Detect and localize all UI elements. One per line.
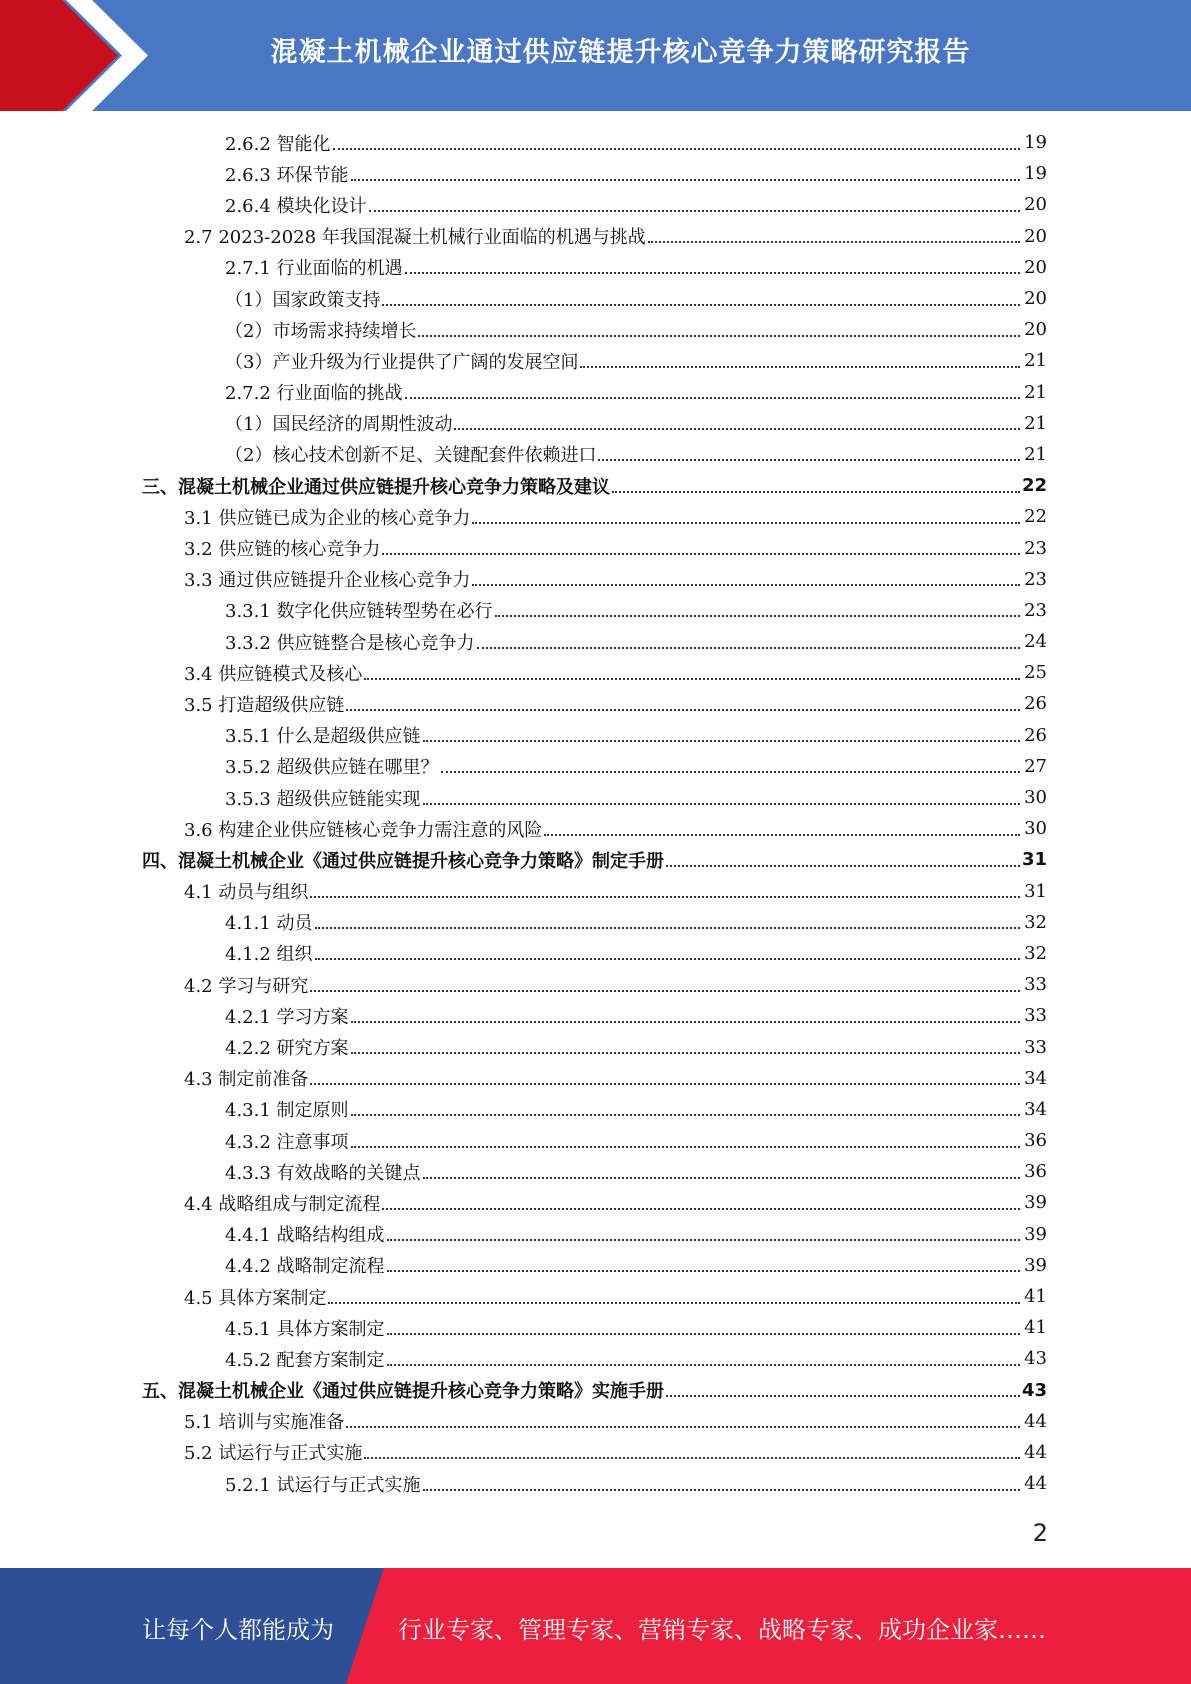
toc-dot-leader: [612, 491, 1020, 493]
toc-dot-leader: [454, 428, 1020, 430]
toc-entry-page: 32: [1024, 942, 1047, 964]
toc-entry-label: 4.1.2 组织: [225, 944, 313, 966]
toc-entry-label: 4.3.1 制定原则: [225, 1100, 349, 1122]
toc-entry[interactable]: [0, 439, 1191, 470]
toc-dot-leader: [387, 1364, 1020, 1366]
toc-entry-label: 3.6 构建企业供应链核心竞争力需注意的风险: [184, 819, 543, 841]
toc-entry-page: 43: [1022, 1379, 1048, 1401]
toc-dot-leader: [351, 1052, 1020, 1054]
toc-dot-leader: [423, 1177, 1020, 1179]
toc-entry[interactable]: [0, 844, 1191, 875]
toc-dot-leader: [310, 990, 1020, 992]
toc-dot-leader: [333, 148, 1020, 150]
toc-dot-leader: [364, 1457, 1020, 1459]
toc-entry-page: 20: [1024, 288, 1047, 310]
toc-entry-label: 4.5 具体方案制定: [184, 1287, 327, 1309]
toc-entry[interactable]: [0, 1343, 1191, 1374]
toc-entry[interactable]: [0, 626, 1191, 657]
toc-entry-page: 21: [1024, 412, 1047, 434]
toc-dot-leader: [405, 272, 1020, 274]
toc-entry-label: （2）市场需求持续增长: [225, 320, 417, 342]
toc-entry[interactable]: [0, 876, 1191, 907]
toc-entry-page: 34: [1024, 1067, 1047, 1089]
toc-entry-page: 25: [1024, 662, 1047, 684]
toc-dot-leader: [441, 771, 1020, 773]
toc-entry-page: 20: [1024, 194, 1047, 216]
toc-entry-label: 3.3 通过供应链提升企业核心竞争力: [184, 570, 471, 592]
toc-entry[interactable]: [0, 657, 1191, 688]
toc-entry[interactable]: [0, 408, 1191, 439]
toc-entry-label: 2.7 2023-2028 年我国混凝土机械行业面临的机遇与挑战: [184, 227, 646, 249]
toc-entry-page: 39: [1024, 1223, 1047, 1245]
toc-dot-leader: [310, 896, 1020, 898]
toc-entry[interactable]: [0, 907, 1191, 938]
toc-dot-leader: [387, 1270, 1020, 1272]
toc-entry-label: 4.1 动员与组织: [184, 882, 309, 904]
toc-entry-label: 3.5.2 超级供应链在哪里？: [225, 757, 439, 779]
toc-entry-page: 21: [1024, 443, 1047, 465]
toc-entry[interactable]: [0, 595, 1191, 626]
toc-dot-leader: [328, 1302, 1020, 1304]
toc-entry-page: 41: [1024, 1317, 1047, 1339]
toc-entry-label: 3.4 供应链模式及核心: [184, 663, 363, 685]
toc-dot-leader: [598, 459, 1020, 461]
toc-entry-page: 44: [1024, 1473, 1047, 1495]
toc-dot-leader: [648, 241, 1020, 243]
toc-entry[interactable]: [0, 314, 1191, 345]
toc-dot-leader: [666, 1395, 1020, 1397]
toc-entry-label: 3.1 供应链已成为企业的核心竞争力: [184, 507, 471, 529]
toc-entry[interactable]: [0, 221, 1191, 252]
toc-entry[interactable]: [0, 1156, 1191, 1187]
toc-entry[interactable]: [0, 1063, 1191, 1094]
toc-dot-leader: [310, 1083, 1020, 1085]
toc-entry-label: 4.1.1 动员: [225, 913, 313, 935]
toc-entry[interactable]: [0, 1406, 1191, 1437]
toc-entry[interactable]: [0, 720, 1191, 751]
toc-dot-leader: [423, 740, 1020, 742]
toc-entry[interactable]: [0, 751, 1191, 782]
toc-entry-label: 五、混凝土机械企业《通过供应链提升核心竞争力策略》实施手册: [142, 1381, 664, 1403]
footer-slogan-left: 让每个人都能成为: [142, 1616, 334, 1644]
toc-entry-page: 27: [1024, 755, 1047, 777]
toc-dot-leader: [472, 584, 1020, 586]
toc-entry-page: 34: [1024, 1098, 1047, 1120]
toc-entry-page: 23: [1024, 599, 1047, 621]
toc-entry-page: 23: [1024, 537, 1047, 559]
toc-entry-label: 4.4.2 战略制定流程: [225, 1256, 385, 1278]
toc-entry[interactable]: [0, 1125, 1191, 1156]
toc-entry-page: 39: [1024, 1254, 1047, 1276]
toc-dot-leader: [369, 210, 1020, 212]
toc-dot-leader: [351, 1146, 1020, 1148]
toc-entry[interactable]: [0, 1187, 1191, 1218]
toc-entry[interactable]: [0, 782, 1191, 813]
toc-entry[interactable]: [0, 1250, 1191, 1281]
toc-dot-leader: [423, 803, 1020, 805]
toc-entry-label: 5.1 培训与实施准备: [184, 1412, 345, 1434]
toc-dot-leader: [364, 678, 1020, 680]
toc-entry[interactable]: [0, 564, 1191, 595]
toc-entry-label: 4.3 制定前准备: [184, 1069, 309, 1091]
toc-entry-page: 33: [1024, 1036, 1047, 1058]
toc-entry-page: 20: [1024, 319, 1047, 341]
toc-entry-page: 36: [1024, 1161, 1047, 1183]
toc-entry-label: 4.4.1 战略结构组成: [225, 1225, 385, 1247]
toc-entry-label: 4.2.2 研究方案: [225, 1038, 349, 1060]
toc-entry[interactable]: [0, 1437, 1191, 1468]
toc-entry[interactable]: [0, 158, 1191, 189]
toc-entry-page: 30: [1024, 787, 1047, 809]
toc-dot-leader: [477, 647, 1020, 649]
toc-entry-page: 44: [1024, 1410, 1047, 1432]
toc-entry-label: 5.2.1 试运行与正式实施: [225, 1474, 421, 1496]
toc-entry-label: 4.2 学习与研究: [184, 975, 309, 997]
toc-entry[interactable]: [0, 1468, 1191, 1499]
toc-entry-label: 2.6.2 智能化: [225, 133, 331, 155]
toc-entry-label: 2.7.2 行业面临的挑战: [225, 383, 403, 405]
toc-entry-page: 36: [1024, 1130, 1047, 1152]
toc-dot-leader: [382, 304, 1020, 306]
toc-entry[interactable]: [0, 189, 1191, 220]
toc-entry-label: 2.6.4 模块化设计: [225, 195, 367, 217]
toc-entry-page: 31: [1022, 849, 1048, 871]
toc-dot-leader: [346, 709, 1020, 711]
page-footer: [0, 1568, 1191, 1684]
toc-dot-leader: [346, 1426, 1020, 1428]
toc-dot-leader: [472, 522, 1020, 524]
toc-entry-label: 3.3.1 数字化供应链转型势在必行: [225, 601, 493, 623]
toc-entry-page: 21: [1024, 381, 1047, 403]
toc-dot-leader: [495, 615, 1020, 617]
toc-entry-page: 39: [1024, 1192, 1047, 1214]
toc-entry-label: 2.7.1 行业面临的机遇: [225, 258, 403, 280]
toc-entry[interactable]: [0, 1375, 1191, 1406]
toc-entry-label: （1）国家政策支持: [225, 289, 381, 311]
toc-dot-leader: [351, 1114, 1020, 1116]
toc-dot-leader: [423, 1489, 1020, 1491]
toc-entry-page: 19: [1024, 163, 1047, 185]
toc-entry-label: 三、混凝土机械企业通过供应链提升核心竞争力策略及建议: [142, 476, 610, 498]
toc-dot-leader: [544, 834, 1020, 836]
toc-entry-page: 31: [1024, 880, 1047, 902]
toc-entry-page: 20: [1024, 256, 1047, 278]
toc-entry-page: 33: [1024, 1005, 1047, 1027]
toc-entry[interactable]: [0, 1000, 1191, 1031]
toc-entry-label: 2.6.3 环保节能: [225, 164, 349, 186]
toc-entry[interactable]: [0, 283, 1191, 314]
page-header: [0, 0, 1191, 111]
toc-dot-leader: [405, 397, 1020, 399]
toc-entry-label: （3）产业升级为行业提供了广阔的发展空间: [225, 351, 579, 373]
toc-entry-page: 21: [1024, 350, 1047, 372]
toc-entry[interactable]: [0, 1281, 1191, 1312]
page-number: 2: [1032, 1519, 1048, 1547]
toc-dot-leader: [382, 1208, 1020, 1210]
toc-entry-page: 32: [1024, 911, 1047, 933]
toc-entry[interactable]: [0, 127, 1191, 158]
toc-entry-label: 3.5 打造超级供应链: [184, 694, 345, 716]
toc-entry-page: 33: [1024, 974, 1047, 996]
toc-entry-page: 41: [1024, 1286, 1047, 1308]
footer-slogan-right: 行业专家、管理专家、营销专家、战略专家、成功企业家……: [398, 1616, 1046, 1644]
toc-entry-page: 30: [1024, 818, 1047, 840]
toc-entry[interactable]: [0, 813, 1191, 844]
toc-entry-label: 3.2 供应链的核心竞争力: [184, 539, 381, 561]
toc-entry[interactable]: [0, 252, 1191, 283]
toc-dot-leader: [418, 335, 1020, 337]
toc-entry[interactable]: [0, 688, 1191, 719]
toc-entry-page: 26: [1024, 693, 1047, 715]
toc-dot-leader: [580, 366, 1020, 368]
toc-dot-leader: [351, 179, 1020, 181]
toc-entry-label: 4.4 战略组成与制定流程: [184, 1193, 381, 1215]
toc-entry-label: 4.3.2 注意事项: [225, 1131, 349, 1153]
toc-entry-label: 4.5.1 具体方案制定: [225, 1318, 385, 1340]
toc-dot-leader: [382, 553, 1020, 555]
toc-dot-leader: [315, 927, 1020, 929]
toc-entry-label: 四、混凝土机械企业《通过供应链提升核心竞争力策略》制定手册: [142, 850, 664, 872]
toc-entry-label: 3.5.1 什么是超级供应链: [225, 726, 421, 748]
toc-dot-leader: [315, 958, 1020, 960]
toc-entry[interactable]: [0, 501, 1191, 532]
toc-entry-label: 3.5.3 超级供应链能实现: [225, 788, 421, 810]
toc-entry-label: 5.2 试运行与正式实施: [184, 1443, 363, 1465]
toc-entry-page: 20: [1024, 225, 1047, 247]
toc-entry-label: 4.2.1 学习方案: [225, 1006, 349, 1028]
toc-entry-page: 43: [1024, 1348, 1047, 1370]
toc-entry-label: 4.5.2 配套方案制定: [225, 1349, 385, 1371]
toc-entry[interactable]: [0, 969, 1191, 1000]
toc-dot-leader: [351, 1021, 1020, 1023]
toc-entry-page: 44: [1024, 1441, 1047, 1463]
toc-entry-page: 23: [1024, 568, 1047, 590]
report-title: 混凝土机械企业通过供应链提升核心竞争力策略研究报告: [270, 37, 971, 68]
toc-dot-leader: [387, 1333, 1020, 1335]
toc-entry-label: （2）核心技术创新不足、关键配套件依赖进口: [225, 445, 597, 467]
toc-entry-page: 24: [1024, 631, 1047, 653]
toc-entry[interactable]: [0, 1312, 1191, 1343]
toc-entry[interactable]: [0, 1031, 1191, 1062]
toc-entry-page: 19: [1024, 132, 1047, 154]
toc-entry[interactable]: [0, 938, 1191, 969]
toc-entry-label: 4.3.3 有效战略的关键点: [225, 1162, 421, 1184]
toc-entry[interactable]: [0, 1094, 1191, 1125]
toc-entry[interactable]: [0, 345, 1191, 376]
toc-entry-label: 3.3.2 供应链整合是核心竞争力: [225, 632, 475, 654]
toc-entry[interactable]: [0, 377, 1191, 408]
toc-entry-label: （1）国民经济的周期性波动: [225, 414, 453, 436]
toc-entry[interactable]: [0, 470, 1191, 501]
table-of-contents: [0, 127, 1191, 1499]
toc-entry[interactable]: [0, 1219, 1191, 1250]
toc-entry-page: 26: [1024, 724, 1047, 746]
toc-entry[interactable]: [0, 532, 1191, 563]
toc-dot-leader: [666, 865, 1020, 867]
toc-entry-page: 22: [1022, 475, 1048, 497]
toc-dot-leader: [387, 1239, 1020, 1241]
toc-entry-page: 22: [1024, 506, 1047, 528]
